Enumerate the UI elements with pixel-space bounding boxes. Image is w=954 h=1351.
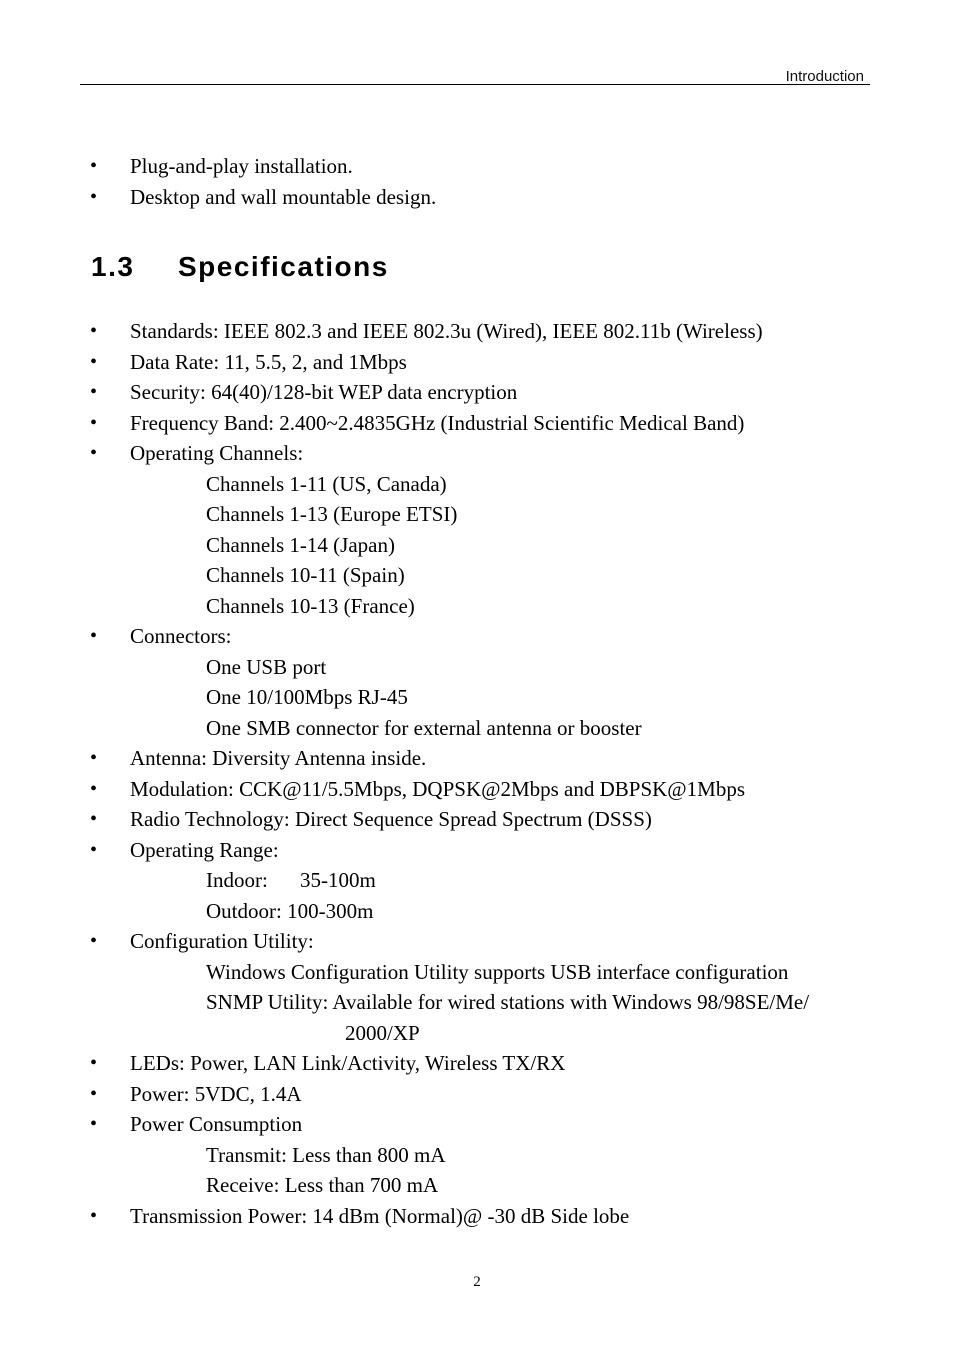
channel-item: Channels 1-11 (US, Canada): [206, 471, 447, 496]
power-receive: Receive: Less than 700 mA: [206, 1173, 439, 1197]
spec-connectors: • Connectors:: [0, 621, 954, 652]
bullet-icon: •: [90, 1113, 98, 1135]
power-transmit: Transmit: Less than 800 mA: [206, 1142, 446, 1167]
spec-leds: • LEDs: Power, LAN Link/Activity, Wireless TX/RX: [0, 1048, 954, 1079]
range-indoor: Indoor: 35-100m: [206, 868, 376, 892]
config-snmp-continued: 2000/XP: [345, 1020, 420, 1045]
spec-transmission-power: • Transmission Power: 14 dBm (Normal)@ -30 dB Side lobe: [0, 1201, 954, 1232]
bullet-icon: •: [90, 320, 98, 342]
bullet-icon: •: [90, 930, 98, 952]
page-number: 2: [473, 1274, 481, 1290]
list-item: • Desktop and wall mountable design.: [0, 182, 954, 213]
connector-item: One SMB connector for external antenna or booster: [206, 715, 642, 740]
spec-power-consumption: • Power Consumption: [0, 1109, 954, 1140]
channel-item: Channels 10-11 (Spain): [206, 563, 405, 587]
config-snmp: SNMP Utility: Available for wired stations with Windows 98/98SE/Me/: [206, 990, 810, 1014]
bullet-icon: •: [90, 411, 98, 434]
bullet-icon: •: [90, 625, 98, 647]
section-title: Specifications: [178, 251, 389, 282]
spec-frequency-band: • Frequency Band: 2.400~2.4835GHz (Industrial Scientific Medical Band): [0, 408, 954, 439]
bullet-icon: •: [90, 155, 98, 177]
specifications-list: [0, 316, 954, 1231]
connector-item: One USB port: [206, 654, 327, 679]
intro-feature-list: [0, 151, 954, 212]
bullet-icon: •: [90, 1052, 98, 1074]
running-header: Introduction: [785, 68, 864, 85]
bullet-icon: •: [90, 747, 98, 769]
spec-radio-technology: • Radio Technology: Direct Sequence Spread Spectrum (DSSS): [0, 804, 954, 835]
bullet-icon: •: [90, 808, 98, 830]
spec-power: • Power: 5VDC, 1.4A: [0, 1079, 954, 1110]
bullet-icon: •: [90, 381, 98, 403]
spec-modulation: • Modulation: CCK@11/5.5Mbps, DQPSK@2Mbps and DBPSK@1Mbps: [0, 774, 954, 805]
channel-item: Channels 1-14 (Japan): [206, 532, 395, 557]
spec-operating-range: • Operating Range:: [0, 835, 954, 866]
bullet-icon: •: [90, 1082, 98, 1105]
header-rule: [80, 84, 870, 85]
connector-item: One 10/100Mbps RJ-45: [206, 685, 408, 709]
bullet-icon: •: [90, 777, 98, 800]
range-outdoor: Outdoor: 100-300m: [206, 898, 374, 923]
section-heading: [91, 251, 389, 283]
bullet-icon: •: [90, 185, 98, 208]
spec-standards: • Standards: IEEE 802.3 and IEEE 802.3u (Wired), IEEE 802.11b (Wireless): [0, 316, 954, 347]
spec-operating-channels: • Operating Channels:: [0, 438, 954, 469]
channel-item: Channels 1-13 (Europe ETSI): [206, 502, 458, 526]
bullet-icon: •: [90, 1204, 98, 1227]
config-windows: Windows Configuration Utility supports USB interface configuration: [206, 959, 789, 984]
bullet-icon: •: [90, 442, 98, 464]
bullet-icon: •: [90, 350, 98, 373]
section-number: 1.3: [91, 251, 135, 282]
spec-security: • Security: 64(40)/128-bit WEP data encryption: [0, 377, 954, 408]
channel-item: Channels 10-13 (France): [206, 593, 415, 618]
bullet-icon: •: [90, 838, 98, 861]
list-item: • Plug-and-play installation.: [0, 151, 954, 182]
spec-data-rate: • Data Rate: 11, 5.5, 2, and 1Mbps: [0, 347, 954, 378]
spec-antenna: • Antenna: Diversity Antenna inside.: [0, 743, 954, 774]
spec-configuration-utility: • Configuration Utility:: [0, 926, 954, 957]
